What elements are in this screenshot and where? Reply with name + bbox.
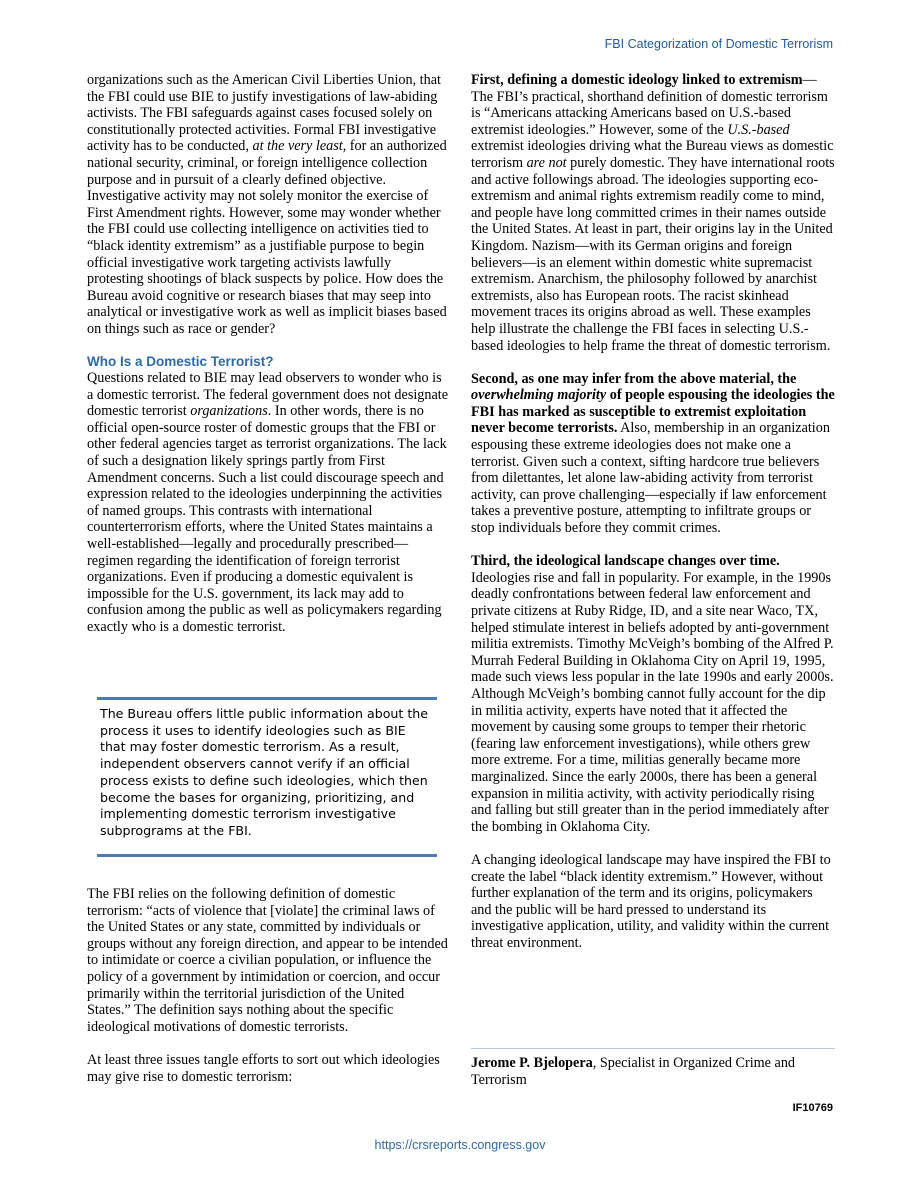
text-run: —The FBI’s practical, shorthand definition of domestic terrorism is “Americans attacking Americans based on U.S.-based extremist ideologies.” However, some of the — [471, 72, 828, 138]
text-run: Also, membership in an organization espousing these extreme ideologies does not make one a terrorist. Given such a context, sifting hardcore true believers from dilettantes, let alone law-abiding activity from terrorist activity, can prove challenging—especially if law enforcement takes a preventive posture, attempting to infiltrate groups or stop individuals before they commit crimes. — [471, 420, 830, 537]
text-run: Ideologies rise and fall in popularity. For example, in the 1990s deadly confrontations between federal law enforcement and private citizens at Ruby Ridge, ID, and a site near Waco, TX, helped stimulate interest in beliefs adopted by anti-government militia extremists. Timothy McVeigh’s bombing of the Alfred P. Murrah Federal Building in Oklahoma City on April 19, 1995, made such views less popular in the late 1990s and early 2000s. Although McVeigh’s bombing cannot fully account for the dip in militia activity, experts have noted that it affected the movement by causing some groups to temper their rhetoric (fearing law enforcement investigations), while others grew more extreme. For a time, militias generally became more marginalized. Since the early 2000s, there has been a general expansion in militia activity, with activity periodically rising and falling but still greater than in the period immediately after the bombing in Oklahoma City. — [471, 569, 834, 835]
paragraph-who-is-terrorist — [87, 370, 450, 636]
left-column-bottom — [87, 886, 450, 1085]
paragraph-third-issue — [471, 553, 835, 835]
author-block — [471, 1055, 835, 1088]
text-run: Questions related to BIE may lead observers to wonder who is a domestic terrorist. The federal government does not designate domestic terrorist — [87, 370, 449, 420]
callout-text: The Bureau offers little public information about the process it uses to identify ideologies such as BIE that may foster domestic terrorism. As a result, independent observers cannot verify if an official process exists to define such ideologies, which then become the bases for organizing, prioritizing, and implementing domestic terrorism investigative subprograms at the FBI. — [100, 706, 428, 838]
right-column — [471, 72, 835, 951]
author-title: , Specialist in Organized Crime and Terrorism — [471, 1055, 796, 1088]
paragraph-intro — [87, 72, 450, 338]
paragraph-three-issues — [87, 1052, 450, 1085]
author-divider — [471, 1048, 835, 1049]
text-run: Second, as one may infer from the above material, the — [471, 370, 797, 387]
text-run: , for an authorized national security, criminal, or foreign intelligence collection purpose and in pursuit of a clearly defined objective. Investigative activity may not solely monitor the exercise of First Amendment rights. However, some may wonder whether the FBI could use collecting intelligence on activities tied to “black identity extremism” as a justifiable purpose to begin official investigative work targeting activists lawfully protesting shootings of black suspects by police. How does the Bureau avoid cognitive or research biases that may seep into analytical or investigative work as well as implicit biases based on things such as race or gender? — [87, 138, 447, 337]
text-run: Third, the ideological landscape changes over time. — [471, 553, 780, 570]
section-heading: Who Is a Domestic Terrorist? — [87, 354, 274, 370]
paragraph-first-issue — [471, 72, 835, 354]
text-run: overwhelming majority — [471, 387, 607, 404]
running-header: FBI Categorization of Domestic Terrorism — [604, 37, 833, 51]
text-run: are not — [526, 154, 567, 171]
author-name: Jerome P. Bjelopera — [471, 1055, 593, 1071]
paragraph-conclusion — [471, 852, 835, 952]
text-run: of people espousing the ideologies the FBI has marked as susceptible to extremist exploitation never become terrorists. — [471, 387, 835, 437]
text-run: extremist ideologies driving what the Bureau views as domestic terrorism — [471, 138, 834, 171]
paragraph-second-issue — [471, 371, 835, 537]
text-run: organizations such as the American Civil Liberties Union, that the FBI could use BIE to justify investigations of law-abiding activists. The FBI safeguards against cases focused solely on constitutionally protected activities. Formal FBI investigative activity has to be conducted, — [87, 72, 441, 155]
text-run: First, defining a domestic ideology linked to extremism — [471, 72, 803, 88]
text-run: at the very least — [252, 138, 343, 155]
text-run: purely domestic. They have international roots and active followings abroad. The ideologies supporting eco-extremism and animal rights extremism readily come to mind, and people have long committed crimes in their names outside the United States. At least in part, their origins lay in the United Kingdom. Nazism—with its German origins and foreign believers—is an element within domestic white supremacist extremism. Anarchism, the philosophy followed by anarchist extremists, also has European roots. The racist skinhead movement traces its origins abroad as well. These examples help illustrate the challenge the FBI faces in selecting U.S.-based ideologies to help frame the threat of domestic terrorism. — [471, 154, 835, 354]
document-id: IF10769 — [792, 1102, 833, 1114]
left-column — [87, 72, 450, 636]
footer-url[interactable]: https://crsreports.congress.gov — [374, 1138, 546, 1152]
text-run: U.S.-based — [727, 121, 790, 138]
text-run: organizations — [190, 403, 268, 420]
text-run: A changing ideological landscape may have inspired the FBI to create the label “black identity extremism.” However, without further explanation of the term and its origins, policymakers and the public will be hard pressed to understand its investigative application, utility, and validity within the current threat environment. — [471, 851, 831, 951]
paragraph-definition — [87, 886, 450, 1035]
text-run: The FBI relies on the following definition of domestic terrorism: “acts of violence that [violate] the criminal laws of the United States or any state, committed by individuals or groups without any foreign direction, and appear to be intended to intimidate or coerce a civilian population, or influence the policy of a government by intimidation or coercion, and occur primarily within the territorial jurisdiction of the United States.” The definition says nothing about the specific ideological motivations of domestic terrorists. — [87, 886, 448, 1035]
text-run: . In other words, there is no official open-source roster of domestic groups that the FBI or other federal agencies target as terrorist organizations. The lack of such a designation likely springs partly from First Amendment concerns. Such a list could discourage speech and expression related to the ideologies underpinning the activities of named groups. This contrasts with international counterterrorism efforts, where the United States maintains a well-established—legally and procedurally prescribed—regimen regarding the identification of foreign terrorist organizations. Even if producing a domestic equivalent is impossible for the U.S. government, its lack may add to confusion among the public as well as policymakers regarding exactly who is a domestic terrorist. — [87, 403, 447, 635]
callout-box — [97, 697, 437, 857]
text-run: At least three issues tangle efforts to sort out which ideologies may give rise to domestic terrorism: — [87, 1051, 440, 1085]
